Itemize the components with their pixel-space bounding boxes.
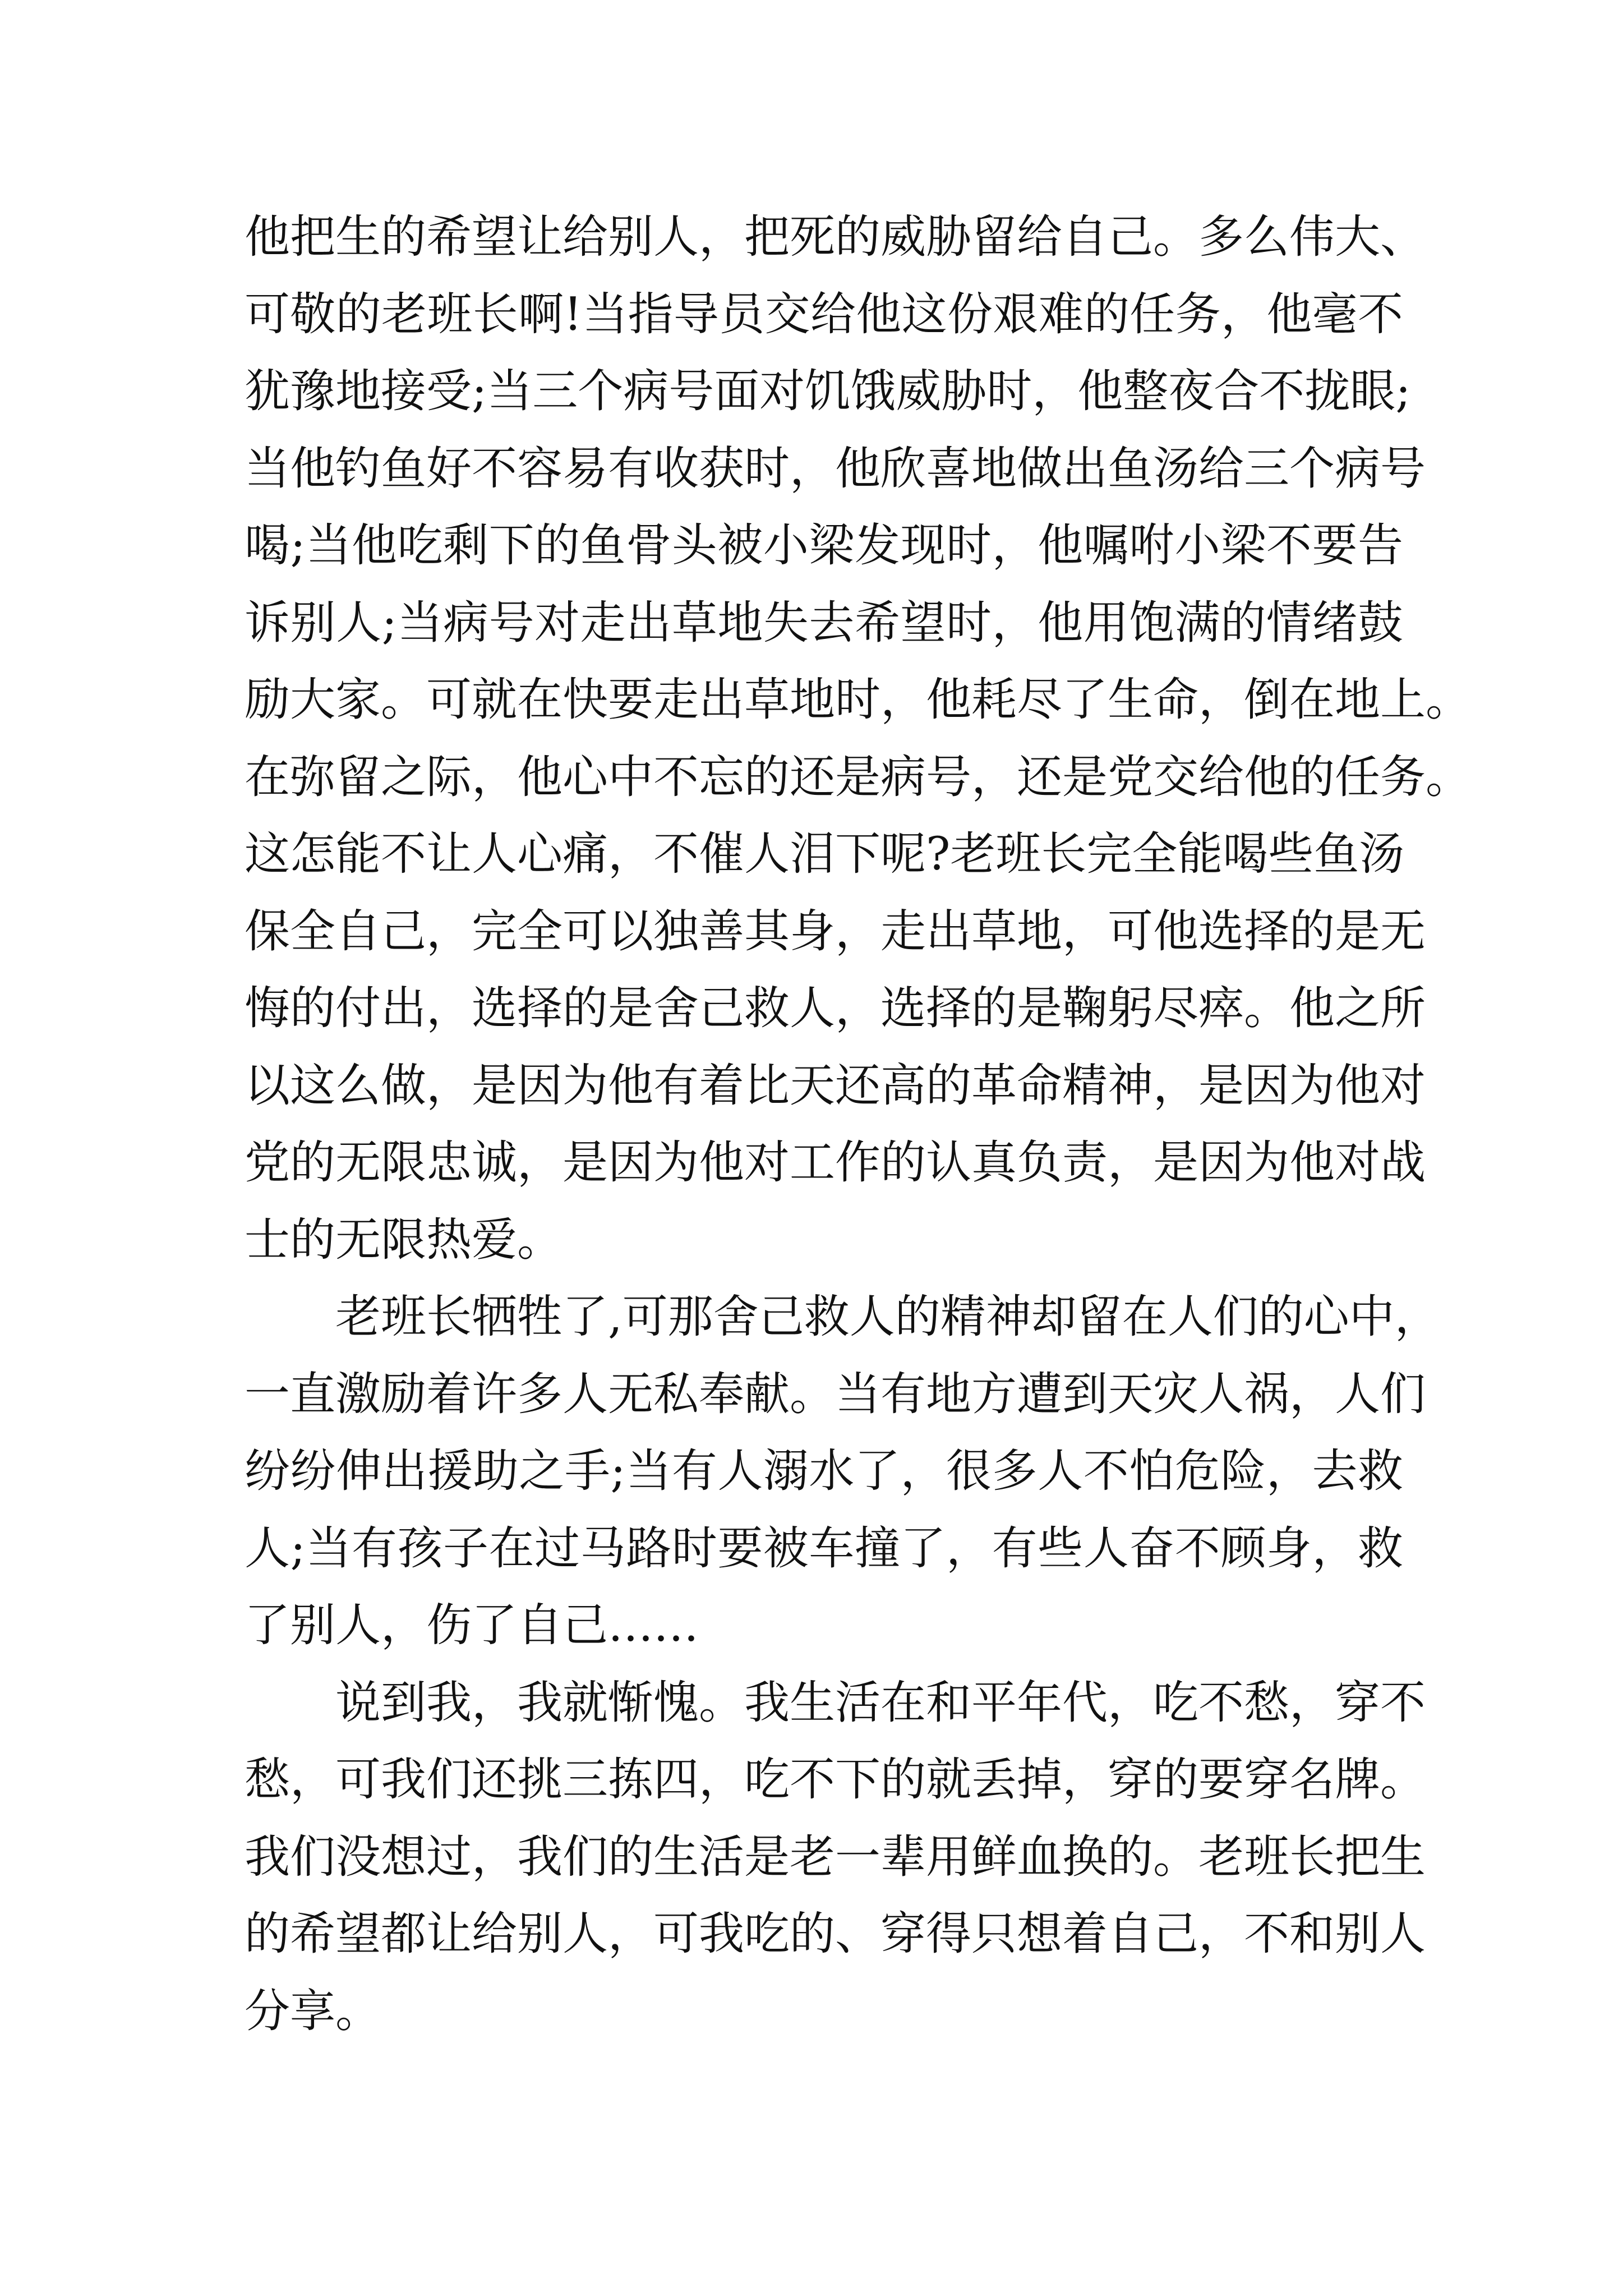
- text-line: 纷纷伸出援助之手;当有人溺水了，很多人不怕危险，去救: [245, 1445, 1403, 1498]
- text-line: 在弥留之际，他心中不忘的还是病号，还是党交给他的任务。: [245, 751, 1472, 804]
- text-line: 他把生的希望让给别人，把死的威胁留给自己。多么伟大、: [245, 211, 1426, 264]
- text-line: 党的无限忠诚，是因为他对工作的认真负责，是因为他对战: [245, 1137, 1426, 1189]
- text-line: 了别人，伤了自己……: [245, 1599, 699, 1652]
- text-line: 保全自己，完全可以独善其身，走出草地，可他选择的是无: [245, 905, 1426, 958]
- text-line: 说到我，我就惭愧。我生活在和平年代，吃不愁，穿不: [335, 1676, 1426, 1729]
- text-line: 老班长牺牲了,可那舍己救人的精神却留在人们的心中，: [335, 1291, 1440, 1343]
- text-line: 人;当有孩子在过马路时要被车撞了，有些人奋不顾身，救: [245, 1522, 1403, 1575]
- text-line: 的希望都让给别人，可我吃的、穿得只想着自己，不和别人: [245, 1908, 1426, 1961]
- text-line: 分享。: [245, 1985, 381, 2038]
- text-line: 愁，可我们还挑三拣四，吃不下的就丢掉，穿的要穿名牌。: [245, 1754, 1426, 1806]
- text-line: 一直激励着许多人无私奉献。当有地方遭到天灾人祸，人们: [245, 1368, 1426, 1421]
- text-line: 悔的付出，选择的是舍己救人，选择的是鞠躬尽瘁。他之所: [245, 982, 1426, 1035]
- text-line: 可敬的老班长啊!当指导员交给他这份艰难的任务，他毫不: [245, 288, 1403, 341]
- paragraph-2: [245, 1279, 1440, 1665]
- text-line: 喝;当他吃剩下的鱼骨头被小梁发现时，他嘱咐小梁不要告: [245, 519, 1403, 572]
- document-body: [245, 199, 1472, 2050]
- text-line: 我们没想过，我们的生活是老一辈用鲜血换的。老班长把生: [245, 1830, 1426, 1884]
- text-line: 以这么做，是因为他有着比天还高的革命精神，是因为他对: [245, 1059, 1426, 1112]
- text-line: 这怎能不让人心痛，不催人泪下呢?老班长完全能喝些鱼汤: [245, 828, 1405, 881]
- text-line: 诉别人;当病号对走出草地失去希望时，他用饱满的情绪鼓: [245, 596, 1403, 650]
- text-line: 当他钓鱼好不容易有收获时，他欣喜地做出鱼汤给三个病号: [245, 442, 1426, 495]
- text-line: 犹豫地接受;当三个病号面对饥饿威胁时，他整夜合不拢眼;: [245, 365, 1411, 418]
- paragraph-1: [245, 199, 1472, 1279]
- text-line: 士的无限热爱。: [245, 1213, 563, 1267]
- paragraph-3: [245, 1665, 1426, 2051]
- text-line: 励大家。可就在快要走出草地时，他耗尽了生命，倒在地上。: [245, 674, 1472, 726]
